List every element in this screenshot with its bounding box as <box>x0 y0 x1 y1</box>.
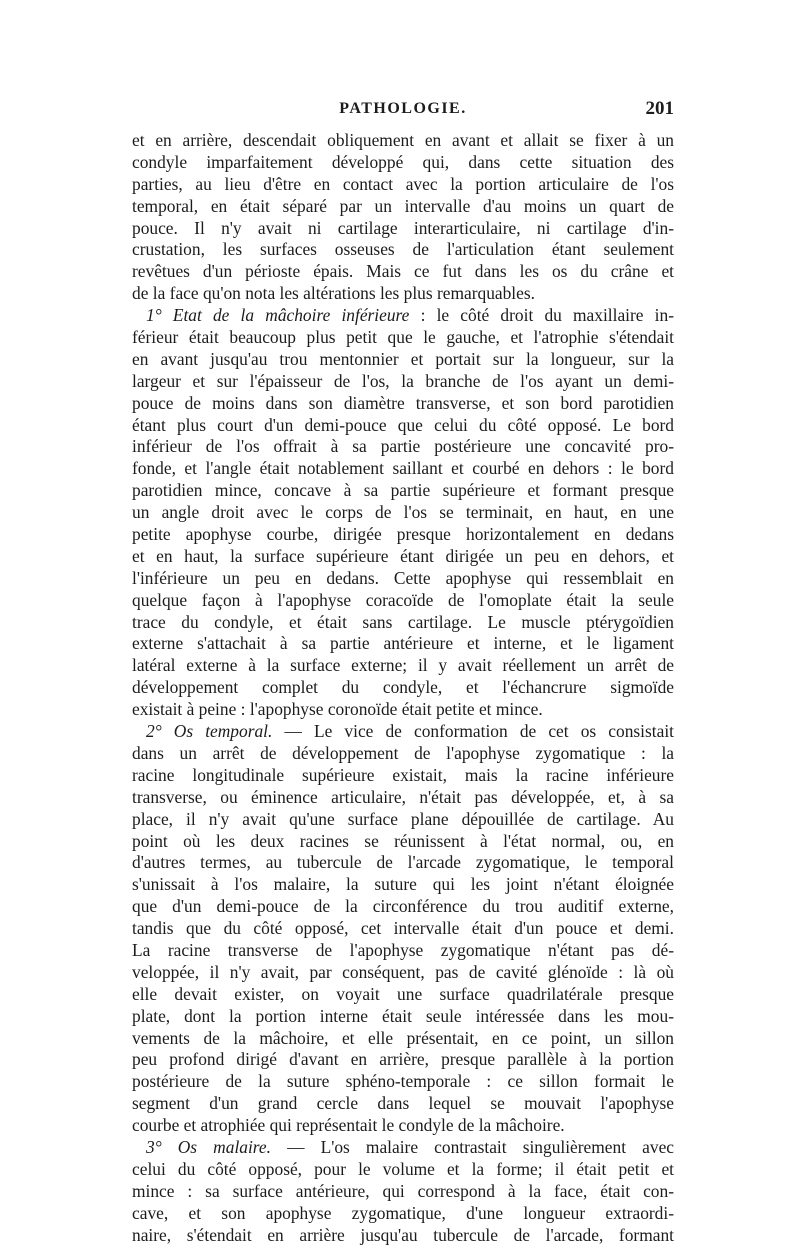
text-line <box>132 239 674 261</box>
text-line <box>132 984 674 1006</box>
text-line <box>132 196 674 218</box>
line-text: — L'os malaire contrastait singulièrement avec <box>271 1136 675 1157</box>
line-text: crustation, les surfaces osseuses de l'articulation étant seulement <box>132 239 674 260</box>
line-text: dans un arrêt de développement de l'apophyse zygomatique : la <box>132 742 674 763</box>
line-text: place, il n'y avait qu'une surface plane dépouillée de cartilage. Au <box>132 808 674 829</box>
text-line <box>132 699 674 721</box>
line-text: latéral externe à la surface externe; il y avait réellement un arrêt de <box>132 655 674 676</box>
text-line <box>132 1115 674 1137</box>
line-text: s'unissait à l'os malaire, la suture qui les joint n'étant éloignée <box>132 874 674 895</box>
text-line <box>132 327 674 349</box>
text-line <box>132 130 674 152</box>
text-line <box>132 283 674 305</box>
line-text: développement complet du condyle, et l'échancrure sigmoïde <box>132 677 674 698</box>
text-line <box>132 765 674 787</box>
text-line <box>132 546 674 568</box>
text-line <box>132 458 674 480</box>
line-text: et en haut, la surface supérieure étant dirigée un peu en dehors, et <box>132 545 674 566</box>
text-line <box>132 852 674 874</box>
text-line <box>132 612 674 634</box>
text-line <box>132 787 674 809</box>
section-heading: 2° Os temporal. <box>146 721 273 742</box>
line-text: pouce de moins dans son diamètre transverse, et son bord parotidien <box>132 392 674 413</box>
page-number: 201 <box>645 98 674 119</box>
line-text: inférieur de l'os offrait à sa partie postérieure une concavité pro- <box>132 436 674 457</box>
line-text: — Le vice de conformation de cet os consistait <box>272 721 674 742</box>
line-text: parotidien mince, concave à sa partie supérieure et formant presque <box>132 480 674 501</box>
text-line <box>132 174 674 196</box>
text-line <box>132 743 674 765</box>
text-line <box>132 721 674 743</box>
text-line <box>132 1181 674 1203</box>
text-line <box>132 502 674 524</box>
line-text: point où les deux racines se réunissent à l'état normal, ou, en <box>132 830 674 851</box>
line-text: courbe et atrophiée qui représentait le condyle de la mâchoire. <box>132 1115 565 1136</box>
page-header <box>132 98 674 122</box>
line-text: petite apophyse courbe, dirigée presque horizontalement en dedans <box>132 524 674 545</box>
text-line <box>132 655 674 677</box>
running-head: PATHOLOGIE. <box>339 100 467 117</box>
line-text: peu profond dirigé d'avant en arrière, presque parallèle à la portion <box>132 1049 674 1070</box>
text-line <box>132 962 674 984</box>
text-line <box>132 677 674 699</box>
line-text: celui du côté opposé, pour le volume et la forme; il était petit et <box>132 1158 674 1179</box>
line-text: trace du condyle, et était sans cartilage. Le muscle ptérygoïdien <box>132 611 674 632</box>
text-line <box>132 1071 674 1093</box>
section-heading: 3° Os malaire. <box>146 1136 271 1157</box>
line-text: quelque façon à l'apophyse coracoïde de l'omoplate était la seule <box>132 589 674 610</box>
text-line <box>132 896 674 918</box>
line-text: transverse, ou éminence articulaire, n'était pas développée, et, à sa <box>132 786 674 807</box>
line-text: segment d'un grand cercle dans lequel se mouvait l'apophyse <box>132 1093 674 1114</box>
text-line <box>132 371 674 393</box>
text-line <box>132 633 674 655</box>
text-line <box>132 152 674 174</box>
text-line <box>132 480 674 502</box>
text-line <box>132 1093 674 1115</box>
text-line <box>132 218 674 240</box>
line-text: cave, et son apophyse zygomatique, d'une longueur extraordi- <box>132 1202 674 1223</box>
line-text: l'inférieure un peu en dedans. Cette apophyse qui ressemblait en <box>132 567 674 588</box>
line-text: parties, au lieu d'être en contact avec la portion articulaire de l'os <box>132 173 674 194</box>
text-line <box>132 524 674 546</box>
text-line <box>132 415 674 437</box>
line-text: existait à peine : l'apophyse coronoïde était petite et mince. <box>132 699 543 720</box>
line-text: temporal, en était séparé par un intervalle d'au moins un quart de <box>132 195 674 216</box>
line-text: postérieure de la suture sphéno-temporale : ce sillon formait le <box>132 1071 674 1092</box>
text-line <box>132 1225 674 1246</box>
text-line <box>132 940 674 962</box>
text-line <box>132 1137 674 1159</box>
line-text: pouce. Il n'y avait ni cartilage interarticulaire, ni cartilage d'in- <box>132 217 674 238</box>
line-text: elle devait exister, on voyait une surface quadrilatérale presque <box>132 983 674 1004</box>
line-text: de la face qu'on nota les altérations les plus remarquables. <box>132 283 535 304</box>
line-text: que d'un demi-pouce de la circonférence du trou auditif externe, <box>132 896 674 917</box>
line-text: et en arrière, descendait obliquement en avant et allait se fixer à un <box>132 130 674 150</box>
line-text: externe s'attachait à sa partie antérieure et interne, et le ligament <box>132 633 674 654</box>
line-text: étant plus court d'un demi-pouce que celui du côté opposé. Le bord <box>132 414 674 435</box>
text-line <box>132 918 674 940</box>
text-line <box>132 874 674 896</box>
line-text: d'autres termes, au tubercule de l'arcade zygomatique, le temporal <box>132 852 674 873</box>
text-line <box>132 261 674 283</box>
line-text: revêtues d'un périoste épais. Mais ce fut dans les os du crâne et <box>132 261 674 282</box>
text-line <box>132 590 674 612</box>
line-text: veloppée, il n'y avait, par conséquent, pas de cavité glénoïde : là où <box>132 961 674 982</box>
line-text: vements de la mâchoire, et elle présentait, en ce point, un sillon <box>132 1027 674 1048</box>
text-line <box>132 809 674 831</box>
line-text: plate, dont la portion interne était seule intéressée dans les mou- <box>132 1005 674 1026</box>
text-line <box>132 436 674 458</box>
line-text: fonde, et l'angle était notablement saillant et courbé en dehors : le bord <box>132 458 674 479</box>
line-text: largeur et sur l'épaisseur de l'os, la branche de l'os ayant un demi- <box>132 370 674 391</box>
line-text: racine longitudinale supérieure existait, mais la racine inférieure <box>132 764 674 785</box>
line-text: un angle droit avec le corps de l'os se terminait, en haut, en une <box>132 502 674 523</box>
text-line <box>132 1159 674 1181</box>
line-text: tandis que du côté opposé, cet intervalle était d'un pouce et demi. <box>132 918 674 939</box>
line-text: mince : sa surface antérieure, qui correspond à la face, était con- <box>132 1180 674 1201</box>
text-line <box>132 393 674 415</box>
line-text: condyle imparfaitement développé qui, dans cette situation des <box>132 151 674 172</box>
text-line <box>132 1006 674 1028</box>
text-line <box>132 1203 674 1225</box>
section-heading: 1° Etat de la mâchoire inférieure <box>146 305 410 326</box>
line-text: La racine transverse de l'apophyse zygomatique n'étant pas dé- <box>132 939 674 960</box>
text-line <box>132 349 674 371</box>
line-text: : le côté droit du maxillaire in- <box>409 305 674 326</box>
line-text: en avant jusqu'au trou mentonnier et portait sur la longueur, sur la <box>132 348 674 369</box>
text-line <box>132 831 674 853</box>
text-line <box>132 1049 674 1071</box>
text-line <box>132 568 674 590</box>
line-text: naire, s'étendait en arrière jusqu'au tubercule de l'arcade, formant <box>132 1224 674 1245</box>
line-text: férieur était beaucoup plus petit que le gauche, et l'atrophie s'étendait <box>132 327 674 348</box>
body-text <box>132 130 674 1246</box>
text-line <box>132 1028 674 1050</box>
text-line <box>132 305 674 327</box>
